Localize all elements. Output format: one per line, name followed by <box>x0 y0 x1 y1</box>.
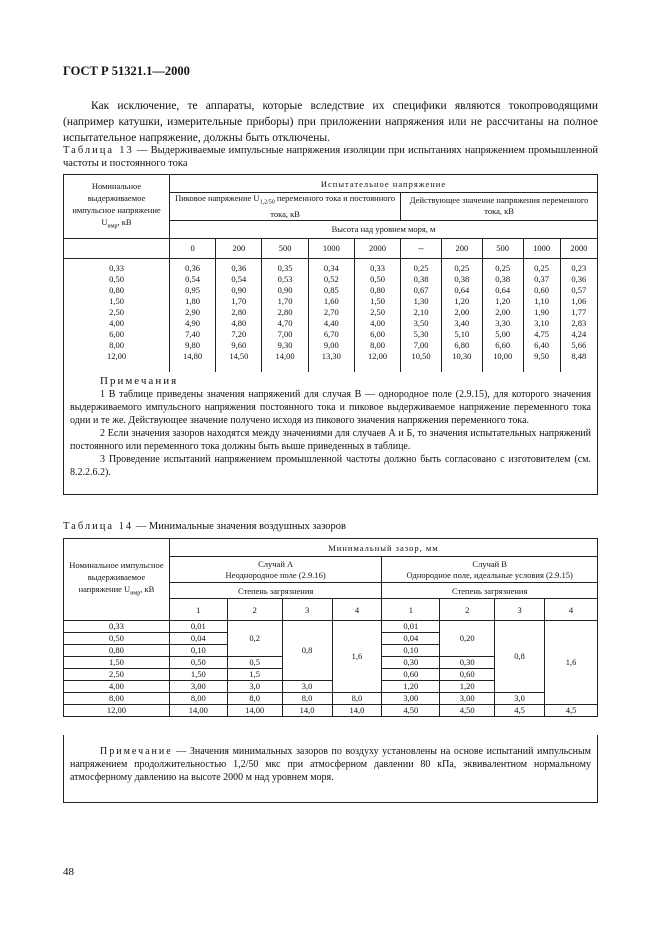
t13-value: 0,36 <box>571 273 587 284</box>
t14-nominal: 0,50 <box>64 633 170 645</box>
t13-value: 8,00 <box>109 339 124 350</box>
t14-a3: 14,0 <box>282 705 332 717</box>
t13-value: 6,60 <box>495 339 511 350</box>
t13-value: 4,40 <box>323 317 339 328</box>
t14-case-b-header: Случай В Однородное поле, идеальные условия (2.9.15) <box>382 557 598 583</box>
t14-nominal: 4,00 <box>64 681 170 693</box>
page-number: 48 <box>63 866 74 878</box>
t13-value: 2,83 <box>571 317 587 328</box>
t13-col-peak-500 <box>264 263 305 362</box>
t13-value: 4,80 <box>231 317 247 328</box>
t13-value: 0,37 <box>534 273 550 284</box>
t14-b2: 1,20 <box>440 681 495 693</box>
t14-degree: 4 <box>332 599 382 621</box>
t14-a2: 14,00 <box>227 705 282 717</box>
t13-alt: 500 <box>262 238 308 258</box>
t13-value: 0,95 <box>185 284 201 295</box>
t13-col-peak-0 <box>172 263 213 362</box>
t13-col-peak-200 <box>218 263 259 362</box>
t13-value: 2,50 <box>109 306 124 317</box>
t14-b1: 3,00 <box>382 693 440 705</box>
t13-alt: 1000 <box>523 238 560 258</box>
t13-value: 13,30 <box>321 350 341 361</box>
table13-caption: Таблица 13 — Выдерживаемые импульсные напряжения изоляции при испытаниях напряжением промышленной частоты и постоянного тока <box>63 145 598 169</box>
t13-value: 8,00 <box>370 339 385 350</box>
t14-b2: 0,30 <box>440 657 495 669</box>
t13-value: 0,64 <box>454 284 470 295</box>
t13-value: 1,20 <box>454 295 470 306</box>
t13-rms-header: Действующее значение напряжения переменного тока, кВ <box>401 193 598 221</box>
t13-value: 0,85 <box>323 284 339 295</box>
t14-a3-merged: 0,8 <box>282 621 332 681</box>
t13-col-rms-1000 <box>526 263 558 362</box>
t13-altitude-header: Высота над уровнем моря, м <box>170 220 598 238</box>
t14-pollution-b: Степень загрязнения <box>382 583 598 599</box>
t13-value: 0,52 <box>323 273 339 284</box>
t13-alt: 200 <box>216 238 262 258</box>
t13-blank-cell <box>64 238 170 258</box>
t14-col-main-header: Номинальное импульсное выдерживаемое напряжение $U_{имр}$, кВ <box>64 539 170 621</box>
t13-value: 6,00 <box>109 328 124 339</box>
t13-value: 0,33 <box>109 262 124 273</box>
t13-value: 5,10 <box>454 328 470 339</box>
t13-value: 2,80 <box>277 306 293 317</box>
t13-value: 0,50 <box>109 273 124 284</box>
t14-degree: 1 <box>382 599 440 621</box>
t14-degree: 3 <box>282 599 332 621</box>
t14-a1: 0,50 <box>169 657 227 669</box>
t13-value: 6,00 <box>370 328 385 339</box>
t13-value: 12,00 <box>367 350 388 361</box>
t13-col-peak-1000 <box>311 263 352 362</box>
t14-a1: 3,00 <box>169 681 227 693</box>
t13-value: 1,70 <box>277 295 293 306</box>
t13-value: 0,38 <box>495 273 511 284</box>
t14-degree: 1 <box>169 599 227 621</box>
t13-value: 7,00 <box>277 328 293 339</box>
t13-value: 9,80 <box>185 339 201 350</box>
t14-b1: 0,30 <box>382 657 440 669</box>
t13-note-1: 1 В таблице приведены значения напряжений для случая В — однородное поле (2.9.15), для которого значения выдерживаемого импульсного напряжения постоянного тока и пиковое выдерживаемое напряжение переменного тока одни и те же. Действующее значение получено исходя из пикового значения напряжения переменного тока. <box>70 389 591 426</box>
t14-b2: 0,60 <box>440 669 495 681</box>
t13-value: 1,30 <box>413 295 429 306</box>
t14-a4: 8,0 <box>332 693 382 705</box>
table14-caption: Таблица 14 — Минимальные значения воздушных зазоров <box>63 521 346 532</box>
table13-notes <box>63 369 598 495</box>
t13-value: 0,80 <box>109 284 124 295</box>
t14-b1: 0,10 <box>382 645 440 657</box>
t13-col-rms-500 <box>485 263 521 362</box>
t13-value: 14,50 <box>229 350 249 361</box>
t13-value: 0,25 <box>454 262 470 273</box>
t13-col-rms-0 <box>403 263 439 362</box>
t13-value: 0,35 <box>277 262 293 273</box>
t13-value: 0,25 <box>495 262 511 273</box>
t14-a1: 1,50 <box>169 669 227 681</box>
table14 <box>63 538 598 717</box>
t13-value: 3,30 <box>495 317 511 328</box>
t14-nominal: 2,50 <box>64 669 170 681</box>
t14-note-title: Примечание <box>100 746 173 757</box>
t14-b1: 1,20 <box>382 681 440 693</box>
t13-value: 10,00 <box>493 350 513 361</box>
t13-value: 6,70 <box>323 328 339 339</box>
t14-a2: 3,0 <box>227 681 282 693</box>
t14-b1: 0,60 <box>382 669 440 681</box>
t13-value: 0,80 <box>370 284 385 295</box>
t13-value: 3,50 <box>413 317 429 328</box>
t14-a1: 8,00 <box>169 693 227 705</box>
table14-note <box>63 735 598 803</box>
t13-test-voltage-header: Испытательное напряжение <box>170 175 598 193</box>
t13-value: 0,33 <box>370 262 385 273</box>
t14-a4: 14,0 <box>332 705 382 717</box>
document-header: ГОСТ Р 51321.1—2000 <box>63 64 190 78</box>
t13-value: 14,80 <box>183 350 203 361</box>
t13-value: 0,38 <box>413 273 429 284</box>
t13-value: 4,75 <box>534 328 550 339</box>
t13-value: 1,20 <box>495 295 511 306</box>
t13-alt: 1000 <box>308 238 354 258</box>
t14-b3-merged: 0,8 <box>495 621 545 693</box>
t14-a1: 0,10 <box>169 645 227 657</box>
t14-degree: 2 <box>440 599 495 621</box>
t14-nominal: 8,00 <box>64 693 170 705</box>
t13-value: 9,30 <box>277 339 293 350</box>
t13-value: 2,70 <box>323 306 339 317</box>
t13-col-rms-2000 <box>563 263 595 362</box>
t13-value: 4,90 <box>185 317 201 328</box>
t13-value: 1,50 <box>109 295 124 306</box>
t14-b1: 0,01 <box>382 621 440 633</box>
t13-value: 5,30 <box>413 328 429 339</box>
t13-value: 0,90 <box>231 284 247 295</box>
t13-value: 0,60 <box>534 284 550 295</box>
t13-value: 0,36 <box>231 262 247 273</box>
t13-value: 7,40 <box>185 328 201 339</box>
t13-value: 10,50 <box>411 350 431 361</box>
t13-col-main-header: Номинальное выдерживаемое импульсное напряжение $U_{имр}$, кВ <box>64 175 170 239</box>
t13-col-rms-200 <box>444 263 480 362</box>
t13-value: 0,57 <box>571 284 587 295</box>
t13-value: 10,30 <box>452 350 472 361</box>
t13-value: 0,34 <box>323 262 339 273</box>
t13-value: 0,50 <box>370 273 385 284</box>
t13-value: 4,24 <box>571 328 587 339</box>
t13-value: 2,00 <box>454 306 470 317</box>
t14-degree: 4 <box>545 599 598 621</box>
t13-value: 0,54 <box>231 273 247 284</box>
t14-note-text: — Значения минимальных зазоров по воздуху установлены на основе испытаний импульсным напряжением продолжительностью 1,2/50 мкс при атмосферном давлении 80 кПа, эквивалентном нормальному атмосферному давлению на высоте 2000 м над уровнем моря. <box>70 746 591 783</box>
t14-b4-merged: 1,6 <box>545 621 598 705</box>
t14-pollution-a: Степень загрязнения <box>169 583 382 599</box>
t14-degree: 2 <box>227 599 282 621</box>
t13-value: 14,00 <box>275 350 295 361</box>
t13-value: 4,00 <box>109 317 124 328</box>
t14-b1: 4,50 <box>382 705 440 717</box>
t14-a3: 8,0 <box>282 693 332 705</box>
t14-b2: 3,00 <box>440 693 495 705</box>
t13-alt: 0 <box>170 238 216 258</box>
t13-value: 8,48 <box>571 350 587 361</box>
t14-b2: 4,50 <box>440 705 495 717</box>
t14-nominal: 0,80 <box>64 645 170 657</box>
t13-value: 0,53 <box>277 273 293 284</box>
t13-value: 9,00 <box>323 339 339 350</box>
t14-a1: 14,00 <box>169 705 227 717</box>
t14-b2-merged: 0,20 <box>440 621 495 657</box>
t13-alt: 2000 <box>560 238 597 258</box>
t14-b3: 3,0 <box>495 693 545 705</box>
t13-value: 12,00 <box>106 350 127 361</box>
t14-a2: 8,0 <box>227 693 282 705</box>
t13-col-nominal <box>66 263 167 362</box>
t13-value: 0,38 <box>454 273 470 284</box>
t13-value: 6,80 <box>454 339 470 350</box>
t14-a4-merged: 1,6 <box>332 621 382 693</box>
table13 <box>63 174 598 372</box>
t13-value: 0,36 <box>185 262 201 273</box>
t13-value: 0,67 <box>413 284 429 295</box>
t13-value: 1,60 <box>323 295 339 306</box>
t13-value: 0,90 <box>277 284 293 295</box>
t14-degree: 3 <box>495 599 545 621</box>
t14-case-a-header: Случай А Неоднородное поле (2.9.16) <box>169 557 382 583</box>
t14-b4: 4,5 <box>545 705 598 717</box>
t13-alt: 2000 <box>354 238 400 258</box>
t13-alt: 500 <box>482 238 523 258</box>
t13-value: 2,80 <box>231 306 247 317</box>
t13-note-3: 3 Проведение испытаний напряжением промышленной частоты должно быть согласовано с изготовителем (см. 8.2.2.6.2). <box>70 454 591 478</box>
t13-value: 1,77 <box>571 306 587 317</box>
t13-value: 0,64 <box>495 284 511 295</box>
t13-value: 6,40 <box>534 339 550 350</box>
t13-notes-title: Примечания <box>100 375 179 387</box>
t13-alt: -- <box>401 238 442 258</box>
t13-value: 3,10 <box>534 317 550 328</box>
t14-min-gap-header: Минимальный зазор, мм <box>169 539 597 557</box>
t14-a2: 1,5 <box>227 669 282 681</box>
t14-b3: 4,5 <box>495 705 545 717</box>
t13-value: 4,00 <box>370 317 385 328</box>
t14-nominal: 0,33 <box>64 621 170 633</box>
t13-value: 1,70 <box>231 295 247 306</box>
t13-value: 0,25 <box>534 262 550 273</box>
t13-value: 7,00 <box>413 339 429 350</box>
t13-peak-header: Пиковое напряжение $U_{1,2/50}$ переменного тока и постоянного тока, кВ <box>170 193 401 221</box>
t13-value: 9,50 <box>534 350 550 361</box>
t13-value: 4,70 <box>277 317 293 328</box>
t13-value: 1,90 <box>534 306 550 317</box>
t13-col-peak-2000 <box>357 263 398 362</box>
t14-b1: 0,04 <box>382 633 440 645</box>
t14-a1: 0,04 <box>169 633 227 645</box>
t14-a2: 0,5 <box>227 657 282 669</box>
t13-value: 5,66 <box>571 339 587 350</box>
t13-value: 1,50 <box>370 295 385 306</box>
t13-value: 5,00 <box>495 328 511 339</box>
t13-value: 0,25 <box>413 262 429 273</box>
t13-value: 2,10 <box>413 306 429 317</box>
t13-value: 7,20 <box>231 328 247 339</box>
t13-alt: 200 <box>441 238 482 258</box>
t13-value: 1,80 <box>185 295 201 306</box>
t13-value: 0,54 <box>185 273 201 284</box>
t14-a3: 3,0 <box>282 681 332 693</box>
t13-value: 2,90 <box>185 306 201 317</box>
t14-nominal: 1,50 <box>64 657 170 669</box>
t13-value: 1,10 <box>534 295 550 306</box>
t14-nominal: 12,00 <box>64 705 170 717</box>
t13-note-2: 2 Если значения зазоров находятся между значениями для случаев А и Б, то значения испытательных напряжений постоянного или переменного тока должны быть выше приведенных в таблице. <box>70 428 591 452</box>
t13-value: 1,06 <box>571 295 587 306</box>
t14-a1: 0,01 <box>169 621 227 633</box>
t13-value: 2,50 <box>370 306 385 317</box>
t13-value: 9,60 <box>231 339 247 350</box>
t13-value: 0,23 <box>571 262 587 273</box>
t14-a2-merged: 0,2 <box>227 621 282 657</box>
intro-paragraph: Как исключение, те аппараты, которые вследствие их специфики являются токопроводящими (например катушки, измерительные приборы) при приложении напряжения или не рассчитаны на полное испытательное напряжение, должны быть отключены. <box>63 100 598 144</box>
t13-value: 2,00 <box>495 306 511 317</box>
t13-value: 3,40 <box>454 317 470 328</box>
